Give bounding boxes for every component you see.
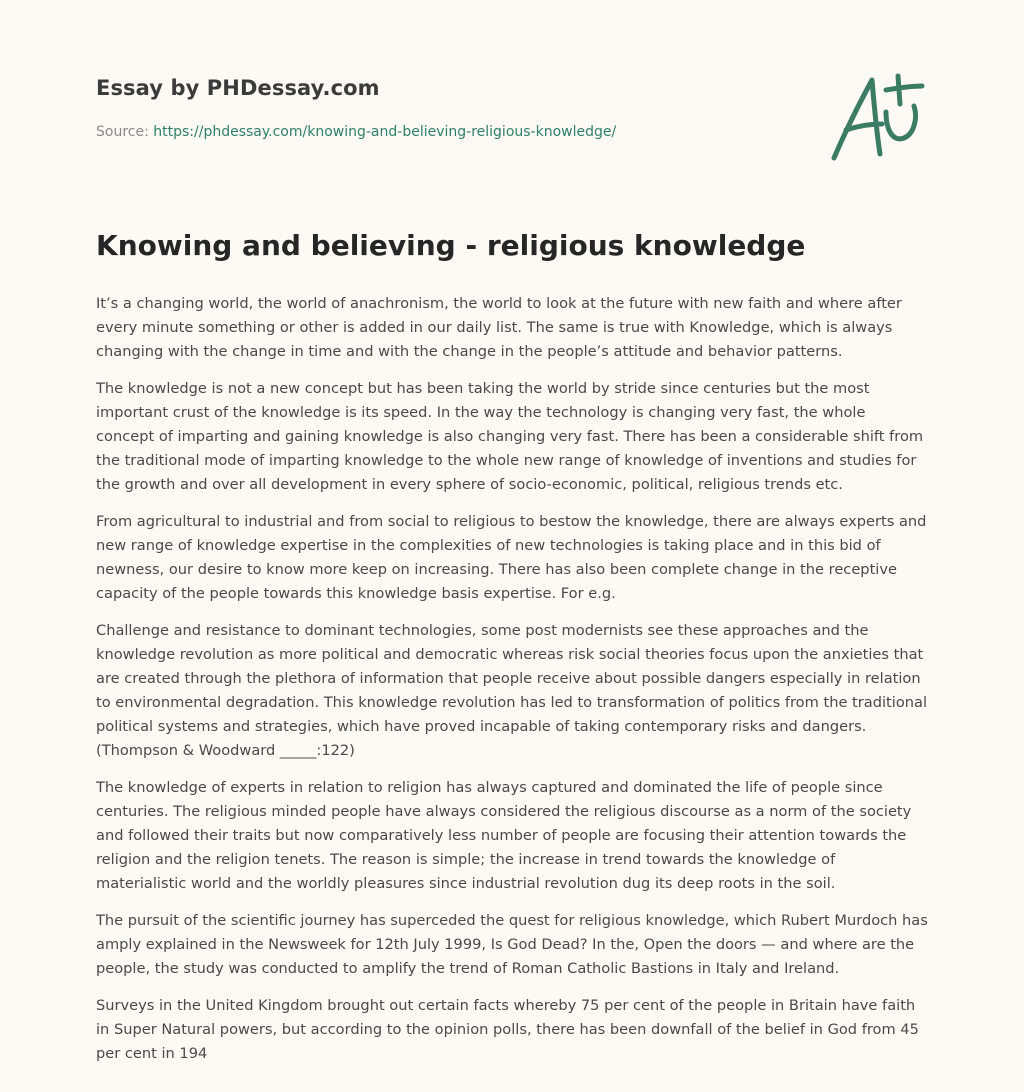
essay-paragraph: The pursuit of the scientific journey has superceded the quest for religious knowledge, which Rubert Murdoch has amply explained in the Newsweek for 12th July 1999, Is God Dead? In the, Open the doors — and where are the people, the study was conducted to amplify the trend of Roman Catholic Bastions in Italy and Ireland. bbox=[96, 912, 928, 977]
essay-paragraph: The knowledge of experts in relation to religion has always captured and dominated the life of people since centuries. The religious minded people have always considered the religious discourse as a norm of the society and followed their traits but now comparatively less number of people are focusing their attention towards the religion and the religion tenets. The reason is simple; the increase in trend towards the knowledge of materialistic world and the worldly pleasures since industrial revolution dug its deep roots in the soil. bbox=[96, 779, 912, 892]
essay-paragraph: The knowledge is not a new concept but has been taking the world by stride since centuries but the most important crust of the knowledge is its speed. In the way the technology is changing very fast, the whole concept of imparting and gaining knowledge is also changing very fast. There has been a considerable shift from the traditional mode of imparting knowledge to the whole new range of knowledge of inventions and studies for the growth and over all development in every sphere of socio-economic, political, religious trends etc. bbox=[96, 380, 924, 493]
essay-paragraph: From agricultural to industrial and from social to religious to bestow the knowledge, there are always experts and new range of knowledge expertise in the complexities of new technologies is taking place and in this bid of newness, our desire to know more keep on increasing. There has also been complete change in the receptive capacity of the people towards this knowledge basis expertise. For e.g. bbox=[96, 513, 927, 602]
header bbox=[96, 0, 928, 200]
essay-body bbox=[96, 292, 928, 1066]
a-plus-logo-icon bbox=[828, 70, 928, 164]
source-link[interactable]: https://phdessay.com/knowing-and-believing-religious-knowledge/ bbox=[153, 124, 617, 140]
source-line bbox=[96, 124, 616, 140]
essay-paragraph: It’s a changing world, the world of anachronism, the world to look at the future with new faith and where after every minute something or other is added in our daily list. The same is true with Knowledge, which is always changing with the change in time and with the change in the people’s attitude and behavior patterns. bbox=[96, 295, 902, 360]
essay-paragraph: Surveys in the United Kingdom brought out certain facts whereby 75 per cent of the people in Britain have faith in Super Natural powers, but according to the opinion polls, there has been downfall of the belief in God from 45 per cent in 194 bbox=[96, 997, 919, 1062]
essay-paragraph: Challenge and resistance to dominant technologies, some post modernists see these approaches and the knowledge revolution as more political and democratic whereas risk social theories focus upon the anxieties that are created through the plethora of information that people receive about possible dangers especially in relation to environmental degradation. This knowledge revolution has led to transformation of politics from the traditional political systems and strategies, which have proved incapable of taking contemporary risks and dangers. (Thompson & Woodward _____:122) bbox=[96, 622, 927, 759]
article-title: Knowing and believing - religious knowledge bbox=[96, 229, 806, 262]
site-brand: Essay by PHDessay.com bbox=[96, 76, 380, 100]
source-label: Source: bbox=[96, 124, 149, 140]
